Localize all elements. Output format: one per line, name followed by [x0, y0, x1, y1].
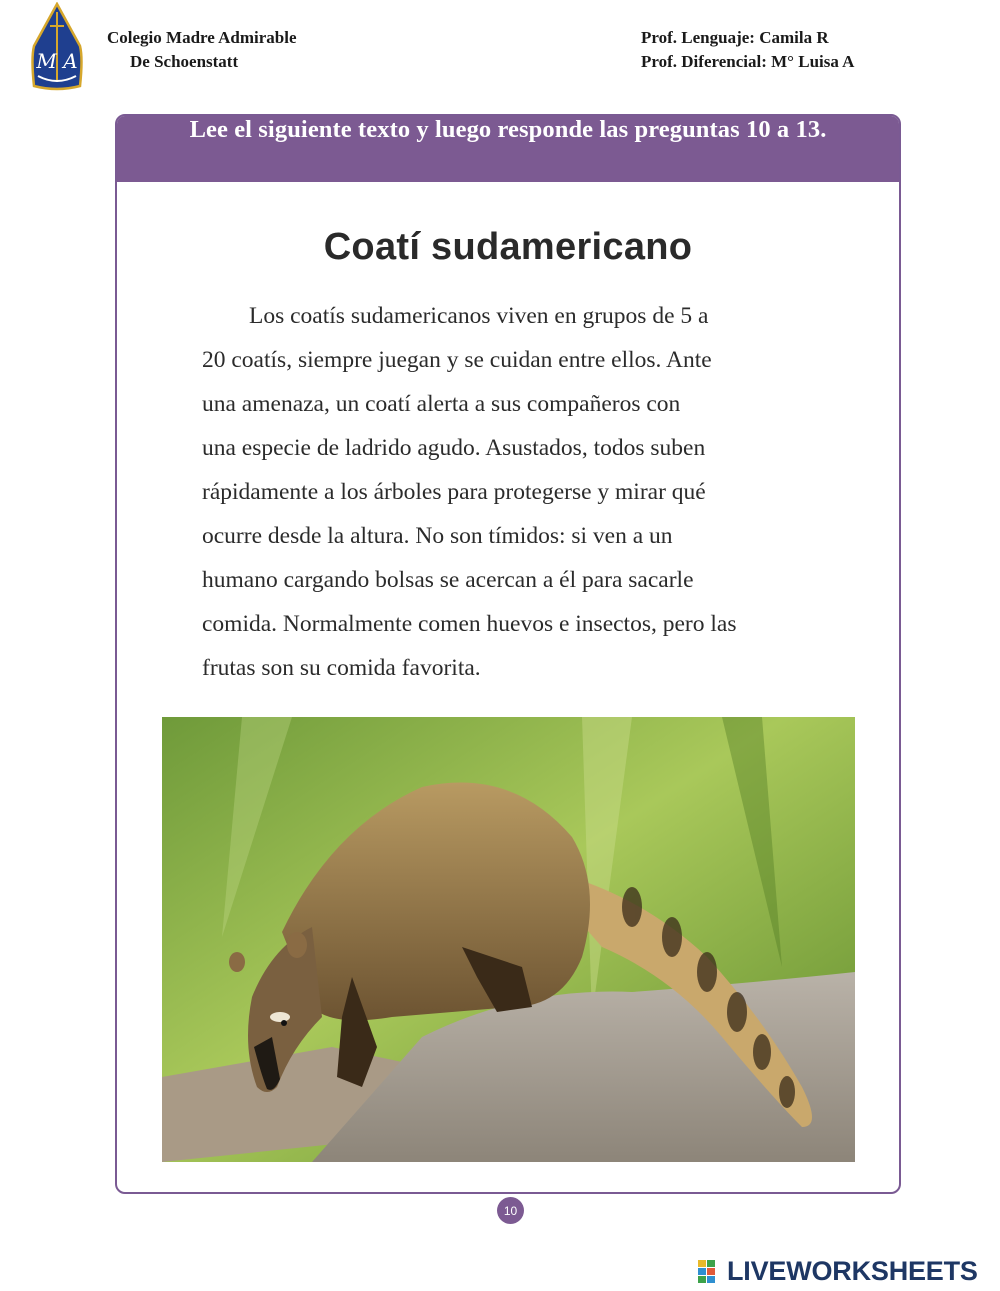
page-number: 10	[497, 1197, 524, 1224]
reading-line: frutas son su comida favorita.	[202, 655, 481, 681]
coati-photo	[162, 717, 855, 1162]
reading-line: una amenaza, un coatí alerta a sus compañeros con	[202, 391, 681, 417]
reading-line: comida. Normalmente comen huevos e insectos, pero las	[202, 611, 737, 637]
liveworksheets-logo-icon	[698, 1260, 724, 1284]
liveworksheets-wordmark: LIVEWORKSHEETS	[727, 1256, 978, 1286]
svg-text:M A: M A	[36, 49, 78, 73]
teacher-language: Prof. Lenguaje: Camila R	[641, 28, 829, 47]
school-name-line2: De Schoenstatt	[130, 52, 239, 71]
instruction-banner: Lee el siguiente texto y luego responde las preguntas 10 a 13.	[117, 116, 899, 182]
reading-line: Los coatís sudamericanos viven en grupos de 5 a	[249, 303, 709, 329]
reading-line: ocurre desde la altura. No son tímidos: si ven a un	[202, 523, 673, 549]
teacher-info	[641, 26, 854, 74]
reading-text	[202, 294, 842, 690]
reading-frame	[115, 114, 901, 1194]
reading-line: rápidamente a los árboles para protegerse y mirar qué	[202, 479, 706, 505]
reading-title: Coatí sudamericano	[323, 226, 693, 268]
reading-line: una especie de ladrido agudo. Asustados, todos suben	[202, 435, 706, 461]
reading-line: 20 coatís, siempre juegan y se cuidan entre ellos. Ante	[202, 347, 712, 373]
liveworksheets-brand	[698, 1256, 978, 1287]
teacher-differential: Prof. Diferencial: M° Luisa A	[641, 52, 855, 71]
school-name	[107, 26, 297, 74]
reading-line: humano cargando bolsas se acercan a él para sacarle	[202, 567, 694, 593]
school-logo	[28, 2, 86, 94]
school-name-line1: Colegio Madre Admirable	[107, 28, 297, 47]
